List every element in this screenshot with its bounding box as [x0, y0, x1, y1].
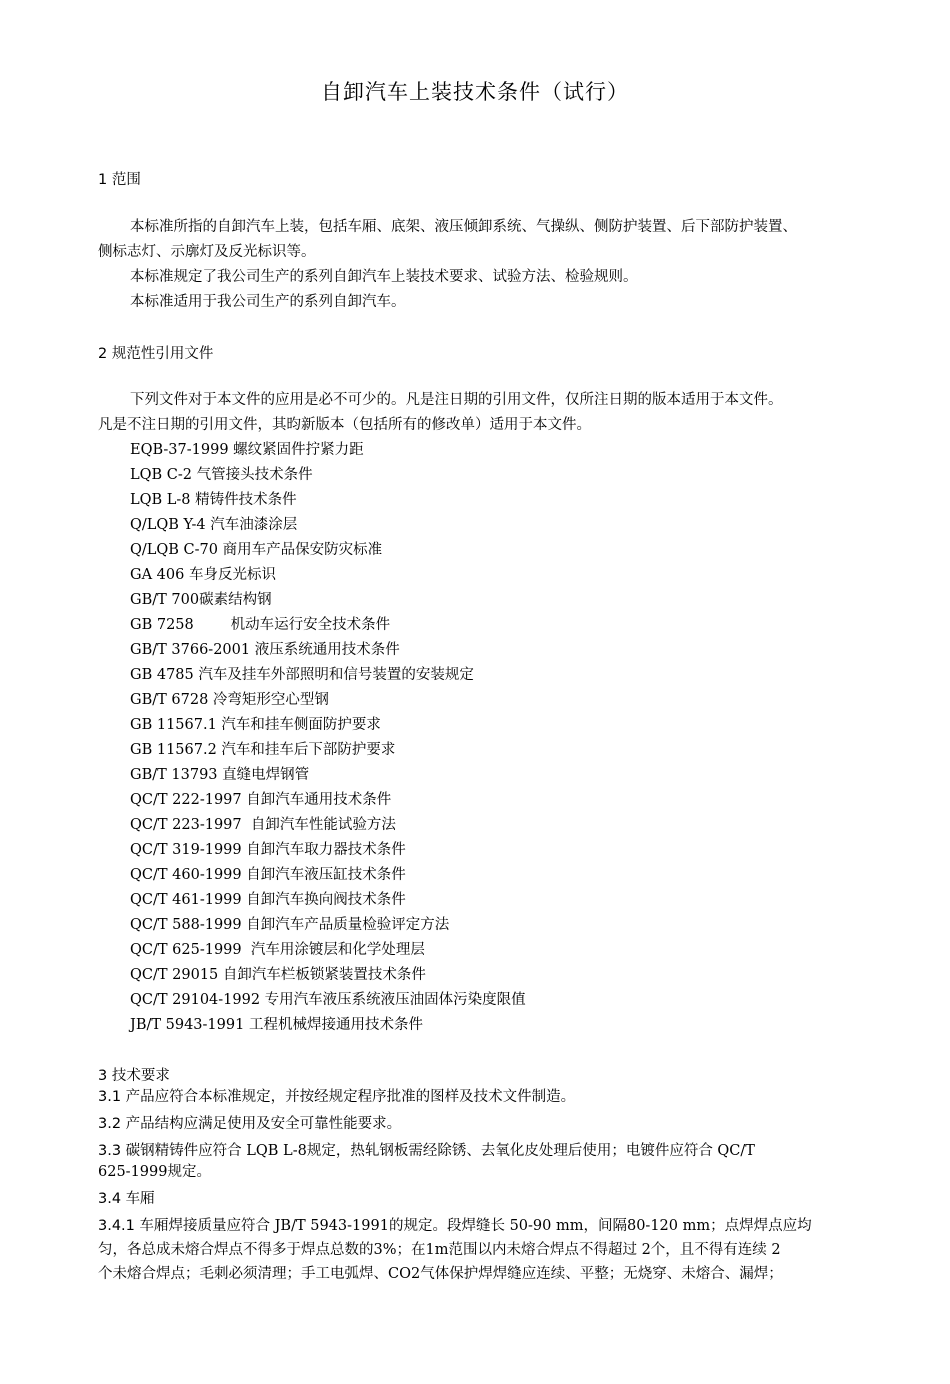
clause-text: 碳钢精铸件应符合 LQB L-8规定，热轧钢板需经除锈、去氧化皮处理后使用；电镀件应符合 QC/T [125, 1143, 755, 1159]
reference-item: QC/T 461-1999 自卸汽车换向阀技术条件 [130, 892, 406, 908]
clause-text: 车厢 [125, 1191, 155, 1207]
reference-item: LQB C-2 气管接头技术条件 [130, 467, 313, 483]
reference-item: Q/LQB Y-4 汽车油漆涂层 [130, 517, 298, 533]
reference-item: GB 11567.1 汽车和挂车侧面防护要求 [130, 717, 381, 733]
reference-item: GB 7258 机动车运行安全技术条件 [130, 617, 391, 633]
reference-item: GA 406 车身反光标识 [130, 567, 276, 583]
reference-item: QC/T 223-1997 自卸汽车性能试验方法 [130, 817, 396, 833]
clause-3-4-1 [98, 1214, 812, 1239]
reference-item: QC/T 625-1999 汽车用涂镀层和化学处理层 [130, 942, 425, 958]
reference-item: JB/T 5943-1991 工程机械焊接通用技术条件 [130, 1017, 423, 1033]
section-2-heading: 2 规范性引用文件 [98, 346, 214, 362]
clause-3-1 [98, 1085, 575, 1110]
clause-3-4-1-line-2: 匀，各总成未熔合焊点不得多于焊点总数的3%；在1m范围以内未熔合焊点不得超过 2个，且不得有连续 2 [98, 1242, 781, 1258]
clause-number: 3.3 [98, 1143, 122, 1159]
reference-item: GB 4785 汽车及挂车外部照明和信号装置的安装规定 [130, 667, 474, 683]
section-3-heading: 3 技术要求 [98, 1068, 170, 1084]
section-2-intro-line-1: 下列文件对于本文件的应用是必不可少的。凡是注日期的引用文件，仅所注日期的版本适用于本文件。 [130, 392, 783, 408]
reference-item: QC/T 29015 自卸汽车栏板锁紧装置技术条件 [130, 967, 426, 983]
reference-item: LQB L-8 精铸件技术条件 [130, 492, 297, 508]
reference-item: QC/T 222-1997 自卸汽车通用技术条件 [130, 792, 392, 808]
clause-number: 3.4 [98, 1191, 122, 1207]
reference-item: Q/LQB C-70 商用车产品保安防灾标准 [130, 542, 383, 558]
clause-3-4-1-line-3: 个未熔合焊点；毛刺必须清理；手工电弧焊、CO2气体保护焊焊缝应连续、平整；无烧穿、未熔合、漏焊； [98, 1266, 783, 1282]
clause-number: 3.1 [98, 1089, 122, 1105]
reference-item: GB/T 6728 冷弯矩形空心型钢 [130, 692, 329, 708]
clause-3-4 [98, 1187, 155, 1212]
section-1-para-1-line-1: 本标准所指的自卸汽车上装，包括车厢、底架、液压倾卸系统、气操纵、侧防护装置、后下部防护装置、 [130, 219, 797, 235]
reference-item: EQB-37-1999 螺纹紧固件拧紧力距 [130, 442, 364, 458]
section-1-para-2: 本标准规定了我公司生产的系列自卸汽车上装技术要求、试验方法、检验规则。 [130, 269, 638, 285]
reference-item: QC/T 29104-1992 专用汽车液压系统液压油固体污染度限值 [130, 992, 526, 1008]
reference-item: GB/T 700碳素结构钢 [130, 592, 272, 608]
section-1-heading: 1 范围 [98, 172, 141, 188]
clause-text: 产品应符合本标准规定，并按经规定程序批准的图样及技术文件制造。 [125, 1089, 576, 1105]
reference-item: QC/T 588-1999 自卸汽车产品质量检验评定方法 [130, 917, 450, 933]
section-2-intro-line-2: 凡是不注日期的引用文件，其昀新版本（包括所有的修改单）适用于本文件。 [98, 417, 591, 433]
reference-item: GB/T 13793 直缝电焊钢管 [130, 767, 310, 783]
document-title: 自卸汽车上装技术条件（试行） [321, 80, 629, 104]
reference-item: GB 11567.2 汽车和挂车后下部防护要求 [130, 742, 396, 758]
clause-3-2 [98, 1112, 401, 1137]
clause-text: 车厢焊接质量应符合 JB/T 5943-1991的规定。段焊缝长 50-90 mm，间隔80-120 mm；点焊焊点应均 [139, 1218, 812, 1234]
clause-number: 3.4.1 [98, 1218, 135, 1234]
clause-text: 产品结构应满足使用及安全可靠性能要求。 [125, 1116, 402, 1132]
section-1-para-1-line-2: 侧标志灯、示廓灯及反光标识等。 [98, 244, 316, 260]
clause-number: 3.2 [98, 1116, 122, 1132]
section-1-para-3: 本标准适用于我公司生产的系列自卸汽车。 [130, 294, 406, 310]
reference-item: QC/T 460-1999 自卸汽车液压缸技术条件 [130, 867, 406, 883]
clause-3-3-line-2: 625-1999规定。 [98, 1164, 211, 1180]
reference-item: GB/T 3766-2001 液压系统通用技术条件 [130, 642, 400, 658]
reference-item: QC/T 319-1999 自卸汽车取力器技术条件 [130, 842, 406, 858]
